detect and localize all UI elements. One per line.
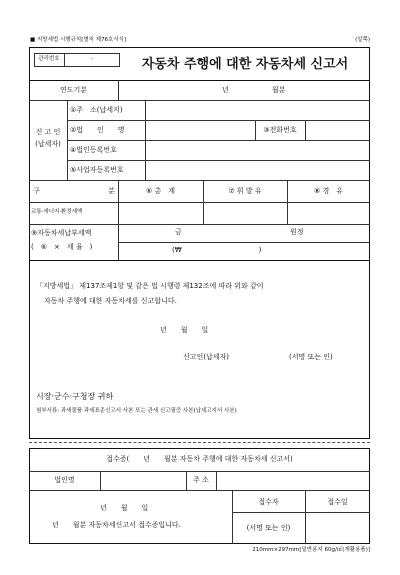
amount-unit: 원정 [290,228,304,236]
address-label: ①주 소(납세지) [70,106,123,114]
corporate-name-label: ②법 인 명 [70,126,125,134]
declaration-text-2: 자동차 주행에 대한 자동차세를 신고합니다. [44,297,177,305]
diesel-column-header: ⑧ 경 유 [313,187,344,195]
classification-label-left: 구 [33,187,40,195]
attachments-note: 첨부서류: 과세물품 과세표준신고서 사본 또는 관세 신고필증 사본(납세고지서 사본) [36,408,237,414]
addressee: 시장·군수·구청장 귀하 [36,392,114,401]
corporate-name-field[interactable] [146,121,254,139]
tax-total-field[interactable] [119,203,202,223]
filer-signature-label: 신고인(납세자) [183,353,230,361]
receiver-signature[interactable]: (서명 또는 인) [246,524,291,532]
classification-label-right: 분 [108,187,115,195]
receive-date-label: 접수일 [327,498,348,506]
receiver-label: 접수자 [258,498,279,506]
business-registration-field[interactable] [146,161,369,179]
filer-label: 신 고 인 [35,128,61,136]
management-number-label: 관리번호 [38,56,60,62]
address-field[interactable] [146,101,369,119]
receipt-address-field[interactable] [217,472,369,489]
business-registration-label: ⑤사업자등록번호 [70,166,124,174]
filer-signature-hint[interactable]: (서명 또는 인) [289,353,333,361]
receive-date-field[interactable] [306,513,369,543]
tax-due-label: ⑨자동차세납부세액 [31,229,92,237]
receipt-title: 접수증( 년 월분 자동차 주행에 대한 자동차세 신고서) [106,455,293,463]
phone-field[interactable] [306,121,369,139]
declaration-date: 년 월 일 [160,326,209,334]
tax-gasoline-field[interactable] [204,203,286,223]
amount-korean-field[interactable] [190,226,285,240]
receipt-corp-name-field[interactable] [101,472,185,489]
receipt-address-label: 주 소 [193,476,209,484]
transport-energy-tax-label: 교통·에너지·환경세액 [31,209,83,215]
tax-due-formula: ( ⑥ × 세 율 ) [31,243,93,251]
cut-line [29,442,370,443]
tax-diesel-field[interactable] [288,203,369,223]
corporate-registration-field[interactable] [146,141,369,159]
form-rule-reference: ■ 지방세법 시행규칙[별지 제76호서식] [30,37,127,43]
receipt-confirmation: 년 월분 자동차세신고서 접수증입니다. [52,521,181,529]
amount-won-field[interactable]: (₩ ) [172,246,262,254]
page-side-mark: (앞쪽) [355,37,370,43]
month-unit: 월분 [272,86,286,94]
filer-sub-label: (납세자) [35,140,61,148]
corporate-registration-label: ④법인등록번호 [70,146,117,154]
year-period-label: 연도기분 [59,86,88,94]
management-number-value[interactable]: - [91,56,93,62]
gasoline-column-header: ⑦ 휘 발 유 [228,187,262,195]
receipt-date: 년 월 일 [100,504,149,512]
total-column-header: ⑥ 총 계 [145,187,176,195]
amount-label: 금 [175,228,182,236]
year-unit: 년 [222,86,229,94]
paper-spec: 210mm×297mm[일반용지 60g/㎡(재활용품)] [252,547,370,553]
receipt-corp-name-label: 법인명 [54,476,75,484]
form-title: 자동차 주행에 대한 자동차세 신고서 [141,57,349,72]
declaration-text-1: 「지방세법」 제137조제1항 및 같은 법 시행령 제132조에 따라 위와 같이 [36,282,264,290]
phone-label: ③전화번호 [263,126,297,134]
